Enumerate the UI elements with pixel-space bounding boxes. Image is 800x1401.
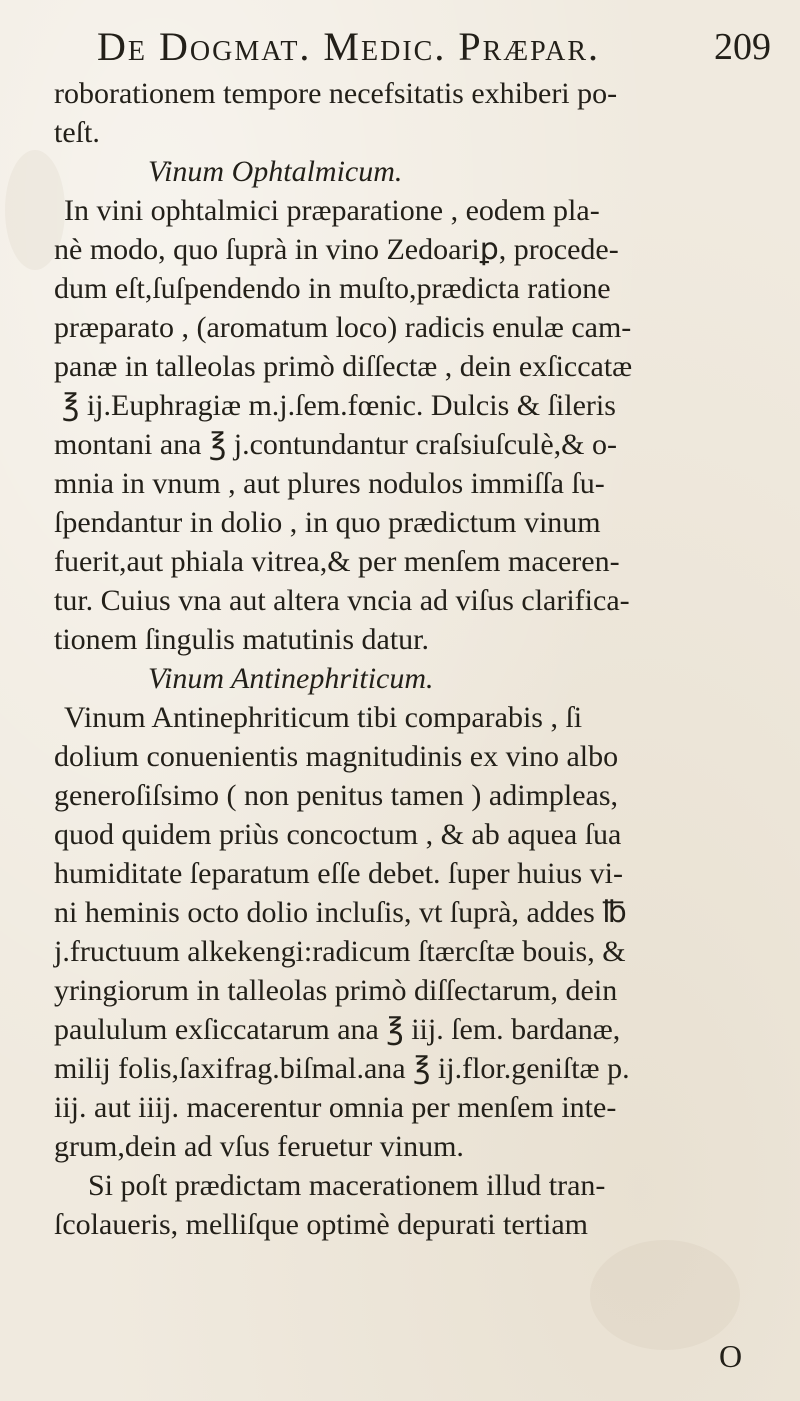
text-line: paululum exſiccatarum ana ℥ iij. ſem. bardanæ, (54, 1013, 621, 1046)
text-line: dolium conuenientis magnitudinis ex vino albo (54, 740, 619, 773)
page-number: 209 (714, 26, 771, 68)
text-line: teſt. (54, 116, 100, 149)
section-heading: Vinum Ophtalmicum. (148, 155, 403, 188)
text-line: ℥ ij.Euphragiæ m.j.ſem.fœnic. Dulcis & ſileris (62, 389, 616, 422)
text-line: In vini ophtalmici præparatione , eodem pla- (64, 194, 600, 227)
text-line: Si poſt prædictam macerationem illud tran- (88, 1169, 606, 1202)
text-line: humiditate ſeparatum eſſe debet. ſuper huius vi- (54, 857, 623, 890)
text-line: fuerit,aut phiala vitrea,& per menſem maceren- (54, 545, 620, 578)
text-line: tur. Cuius vna aut altera vncia ad viſus clarifica- (54, 584, 630, 617)
text-line: quod quidem priùs concoctum , & ab aquea ſua (54, 818, 622, 851)
body-text (54, 74, 754, 1244)
text-line: nè modo, quo ſuprà in vino Zedoariꝑ, procede- (54, 233, 619, 266)
text-line: præparato , (aromatum loco) radicis enulæ cam- (54, 311, 632, 344)
text-line: ſpendantur in dolio , in quo prædictum vinum (54, 506, 601, 539)
text-line: mnia in vnum , aut plures nodulos immiſſa ſu- (54, 467, 605, 500)
text-line: yringiorum in talleolas primò diſſectarum, dein (54, 974, 618, 1007)
text-line: dum eſt,ſuſpendendo in muſto,prædicta ratione (54, 272, 611, 305)
paper-stain (590, 1240, 740, 1350)
text-line: roborationem tempore necefsitatis exhiberi po- (54, 77, 618, 110)
running-head (0, 22, 800, 72)
text-line: panæ in talleolas primò diſſectæ , dein exſiccatæ (54, 350, 633, 383)
text-line: ſcolaueris, melliſque optimè depurati tertiam (54, 1208, 588, 1241)
catchword: O (719, 1338, 743, 1374)
section-heading: Vinum Antinephriticum. (148, 662, 434, 695)
text-line: milij folis,ſaxifrag.biſmal.ana ℥ ij.flor.geniſtæ p. (54, 1052, 630, 1085)
text-line: grum,dein ad vſus feruetur vinum. (54, 1130, 464, 1163)
text-line: generoſiſsimo ( non penitus tamen ) adimpleas, (54, 779, 619, 812)
text-line: Vinum Antinephriticum tibi comparabis , ſi (64, 701, 583, 734)
text-line: j.fructuum alkekengi:radicum ſtærcſtæ bouis, & (54, 935, 626, 968)
running-title: De Dogmat. Medic. Præpar. (97, 24, 601, 69)
text-line: ni heminis octo dolio incluſis, vt ſuprà, addes ℔ (54, 896, 627, 929)
text-line: iij. aut iiij. macerentur omnia per menſem inte- (54, 1091, 617, 1124)
text-line: montani ana ℥ j.contundantur craſsiuſculè,& o- (54, 428, 617, 461)
text-line: tionem ſingulis matutinis datur. (54, 623, 429, 656)
